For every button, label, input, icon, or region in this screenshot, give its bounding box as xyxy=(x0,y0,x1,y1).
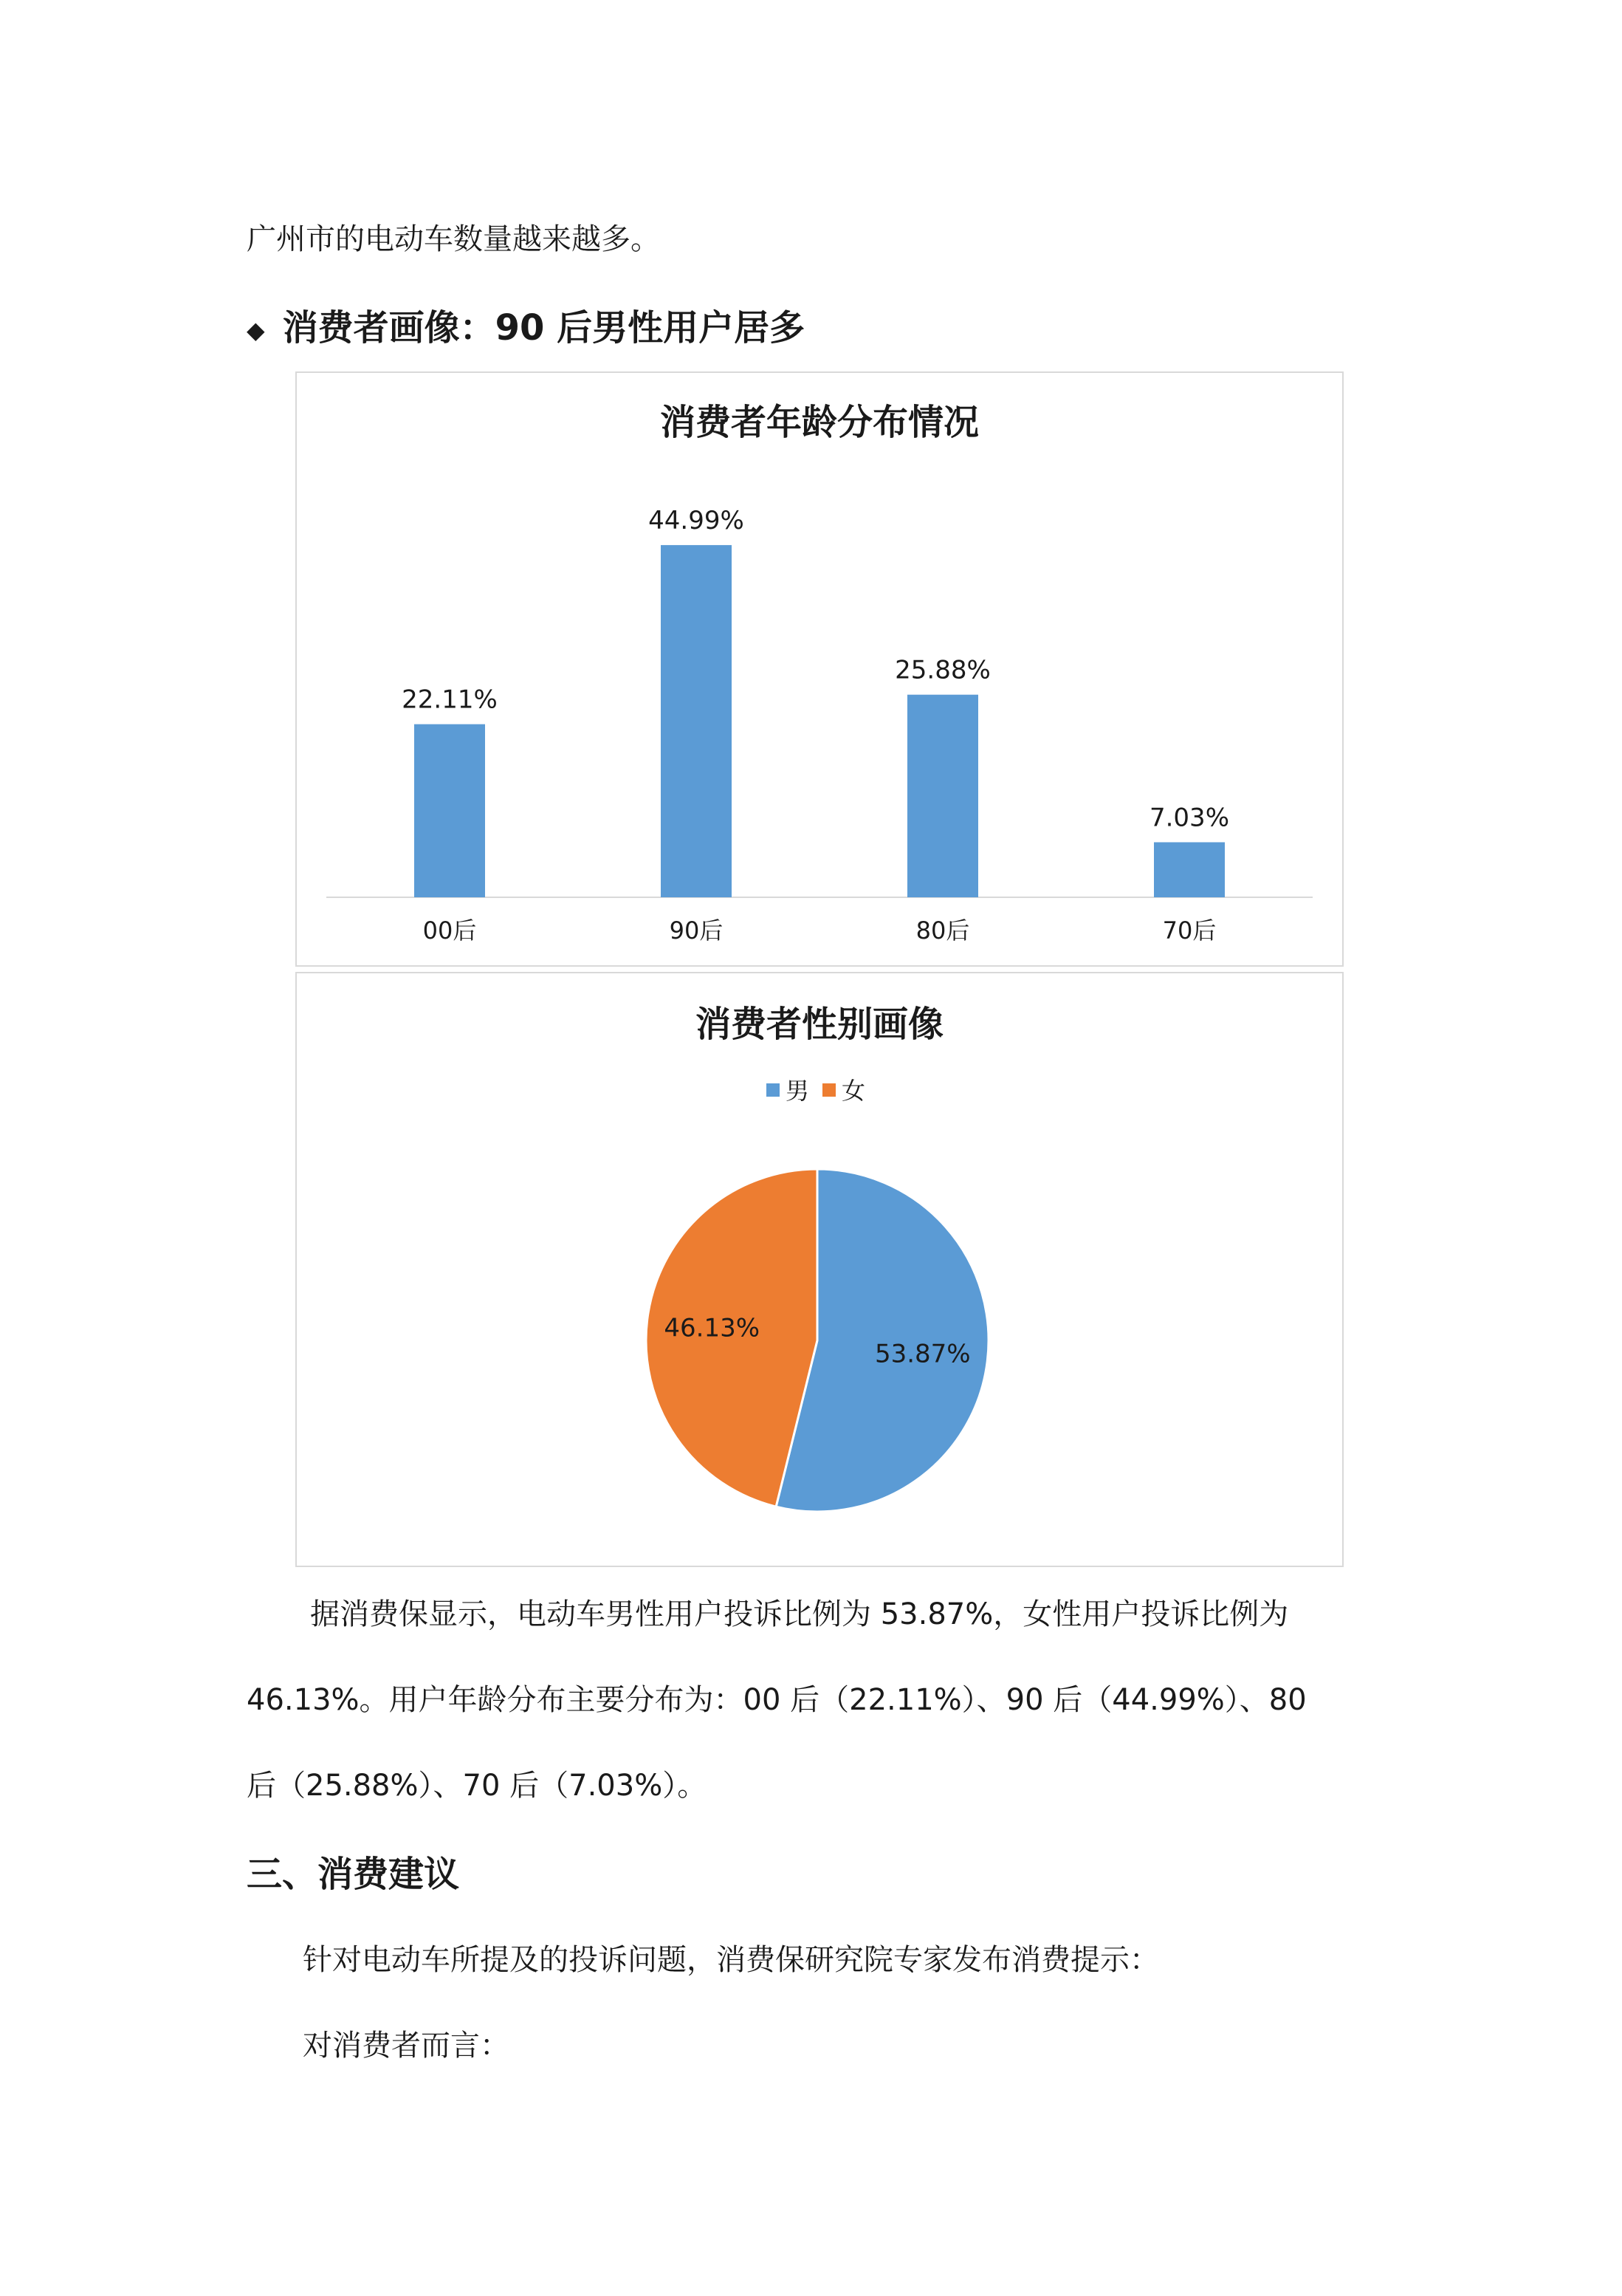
x-tick-label: 70后 xyxy=(1162,916,1217,945)
bar xyxy=(414,724,485,897)
consumer-intro: 对消费者而言： xyxy=(303,2029,509,2063)
legend-swatch xyxy=(766,1083,780,1097)
bar-data-label: 22.11% xyxy=(402,685,498,715)
advice-intro: 针对电动车所提及的投诉问题，消费保研究院专家发布消费提示： xyxy=(303,1943,1159,1977)
age-distribution-chart xyxy=(295,371,1344,967)
pie-data-label: 46.13% xyxy=(664,1313,760,1343)
bar-data-label: 25.88% xyxy=(895,655,991,685)
legend-swatch xyxy=(822,1083,836,1097)
bar xyxy=(1154,842,1225,897)
legend-label: 男 xyxy=(786,1077,810,1105)
section-heading-consumer-advice: 三、消费建议 xyxy=(247,1854,460,1895)
x-tick-label: 90后 xyxy=(669,916,724,945)
bar xyxy=(661,545,732,897)
bar-data-label: 7.03% xyxy=(1149,803,1230,833)
gender-chart xyxy=(295,972,1344,1567)
paragraph-line-2: 46.13%。用户年龄分布主要分布为：00 后（22.11%）、90 后（44.99%）、80 xyxy=(247,1683,1307,1717)
paragraph-line-1: 据消费保显示，电动车男性用户投诉比例为 53.87%，女性用户投诉比例为 xyxy=(310,1597,1289,1631)
section-heading-text: 消费者画像：90 后男性用户居多 xyxy=(282,307,805,349)
chart-title: 消费者年龄分布情况 xyxy=(659,402,979,443)
pie-data-label: 53.87% xyxy=(874,1339,971,1369)
section-heading-consumer-profile xyxy=(247,304,805,354)
x-tick-label: 00后 xyxy=(422,916,477,945)
legend-label: 女 xyxy=(842,1077,866,1105)
paragraph-line-3: 后（25.88%）、70 后（7.03%）。 xyxy=(247,1769,707,1803)
diamond-bullet-icon: ◆ xyxy=(247,316,265,344)
x-tick-label: 80后 xyxy=(915,916,970,945)
gender-pie-chart-plot xyxy=(297,973,1342,1566)
bar xyxy=(907,695,978,897)
chart-title: 消费者性别画像 xyxy=(695,1004,944,1045)
age-bar-chart-plot xyxy=(297,373,1342,965)
bar-data-label: 44.99% xyxy=(648,506,744,536)
intro-line: 广州市的电动车数量越来越多。 xyxy=(247,222,660,256)
